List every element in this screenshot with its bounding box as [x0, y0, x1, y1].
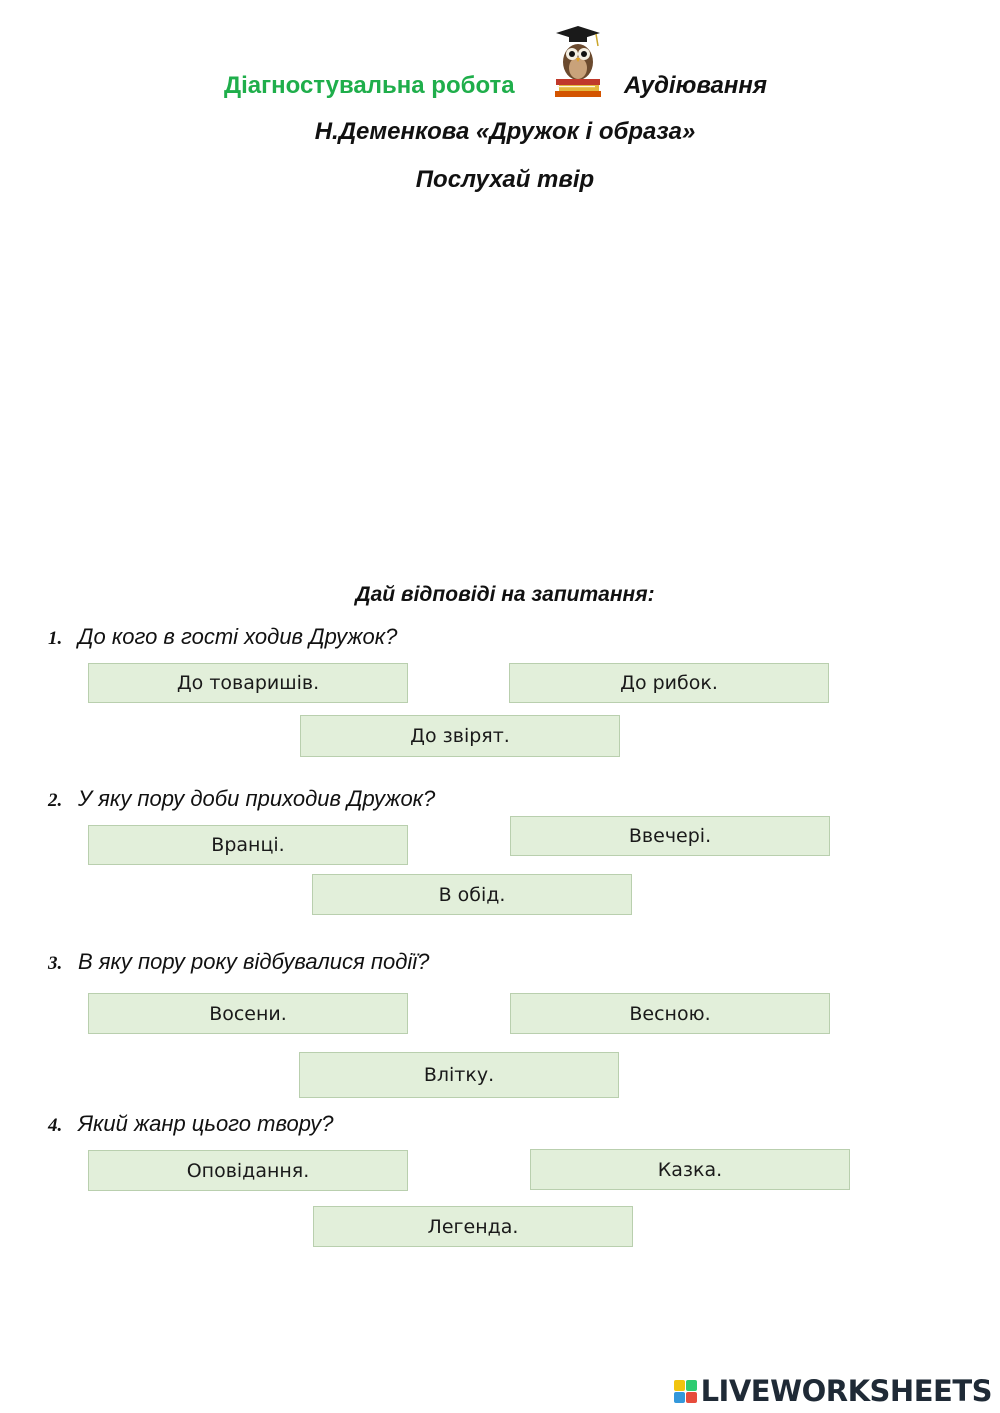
answer-option[interactable]: Влітку.	[299, 1052, 619, 1098]
answer-option[interactable]: Восени.	[88, 993, 408, 1034]
answer-option[interactable]: В обід.	[312, 874, 632, 915]
answer-option[interactable]: До товаришів.	[88, 663, 408, 703]
answer-option[interactable]: Ввечері.	[510, 816, 830, 856]
answer-option[interactable]: Казка.	[530, 1149, 850, 1190]
question-text: До кого в гості ходив Дружок?	[78, 624, 398, 649]
question-3	[48, 949, 429, 975]
brand-name: LIVEWORKSHEETS	[700, 1374, 992, 1408]
liveworksheets-logo-icon	[674, 1380, 697, 1403]
question-text: У яку пору доби приходив Дружок?	[78, 786, 436, 811]
answer-option[interactable]: Оповідання.	[88, 1150, 408, 1191]
question-number: 4.	[48, 1115, 63, 1136]
answer-option[interactable]: Весною.	[510, 993, 830, 1034]
answer-option[interactable]: Вранці.	[88, 825, 408, 865]
owl-with-books-icon	[552, 24, 604, 100]
question-text: В яку пору року відбувалися події?	[78, 949, 430, 974]
answer-option[interactable]: До звірят.	[300, 715, 620, 757]
answer-option[interactable]: До рибок.	[509, 663, 829, 703]
question-number: 1.	[48, 628, 63, 649]
section-title: Аудіювання	[624, 72, 767, 99]
liveworksheets-logo	[674, 1374, 992, 1408]
question-text: Який жанр цього твору?	[78, 1111, 334, 1136]
question-number: 2.	[48, 790, 63, 811]
question-1	[48, 624, 397, 650]
questions-instruction: Дай відповіді на запитання:	[355, 583, 655, 606]
answer-option[interactable]: Легенда.	[313, 1206, 633, 1247]
question-4	[48, 1111, 333, 1137]
story-title: Н.Деменкова «Дружок і образа»	[314, 118, 696, 145]
question-number: 3.	[48, 953, 63, 974]
question-2	[48, 786, 435, 812]
listen-instruction: Послухай твір	[415, 166, 595, 193]
worksheet-title: Діагностувальна робота	[224, 72, 515, 99]
